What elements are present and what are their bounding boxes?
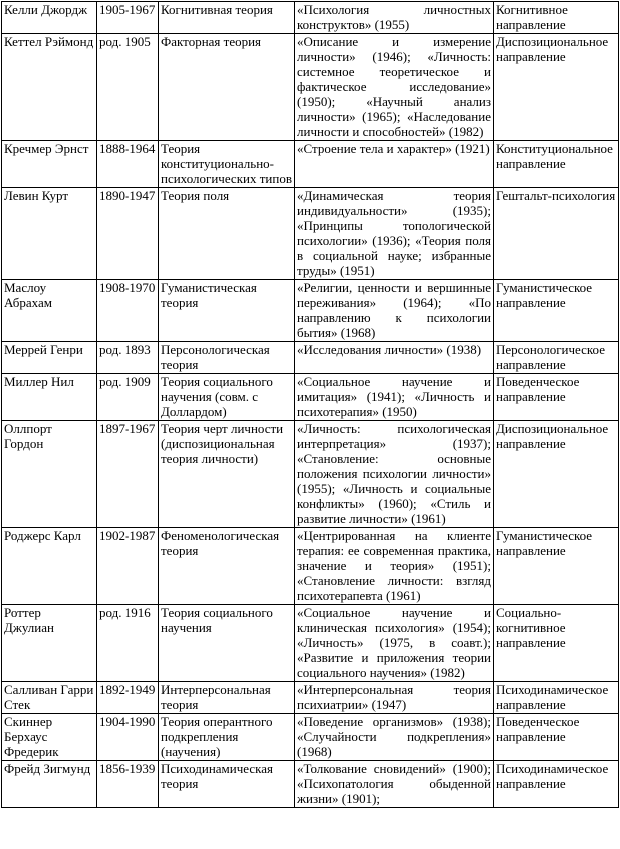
table-row	[2, 761, 619, 808]
cell-theory: Когнитивная теория	[159, 2, 295, 34]
cell-theory: Теория социального научения	[159, 605, 295, 682]
cell-theory: Теория социального научения (совм. с Доллардом)	[159, 374, 295, 421]
table-row	[2, 374, 619, 421]
cell-name: Левин Курт	[2, 188, 97, 280]
cell-name: Фрейд Зигмунд	[2, 761, 97, 808]
cell-theory: Теория конституционально-психологических типов	[159, 141, 295, 188]
cell-direction: Психодинамическое направление	[494, 761, 619, 808]
table-row	[2, 605, 619, 682]
cell-theory: Теория черт личности (диспозициональная теория личности)	[159, 421, 295, 528]
cell-direction: Диспозициональное направление	[494, 421, 619, 528]
cell-years: 1905-1967	[97, 2, 159, 34]
cell-works: «Строение тела и характер» (1921)	[295, 141, 494, 188]
table-row	[2, 141, 619, 188]
cell-theory: Теория оперантного подкрепления (научения)	[159, 714, 295, 761]
cell-direction: Конституциональное направление	[494, 141, 619, 188]
cell-works: «Психология личностных конструктов» (1955)	[295, 2, 494, 34]
cell-years: 1890-1947	[97, 188, 159, 280]
cell-name: Салливан Гарри Стек	[2, 682, 97, 714]
cell-theory: Феноменологическая теория	[159, 528, 295, 605]
cell-name: Келли Джордж	[2, 2, 97, 34]
table-row	[2, 421, 619, 528]
cell-works: «Социальное научение и имитация» (1941); «Личность и психотерапия» (1950)	[295, 374, 494, 421]
cell-direction: Гештальт-психология	[494, 188, 619, 280]
cell-years: 1856-1939	[97, 761, 159, 808]
cell-years: род. 1905	[97, 34, 159, 141]
table-row	[2, 714, 619, 761]
cell-works: «Толкование сновидений» (1900); «Психопатология обыденной жизни» (1901);	[295, 761, 494, 808]
cell-direction: Психодинамическое направление	[494, 682, 619, 714]
cell-direction: Социально-когнитивное направление	[494, 605, 619, 682]
cell-works: «Динамическая теория индивидуальности» (1935); «Принципы топологической психологии» (1936); «Теория поля в социальной науке; избранные труды» (1951)	[295, 188, 494, 280]
table-row	[2, 34, 619, 141]
cell-name: Оллпорт Гордон	[2, 421, 97, 528]
table-body	[2, 2, 619, 808]
cell-name: Меррей Генри	[2, 342, 97, 374]
cell-works: «Социальное научение и клиническая психология» (1954); «Личность» (1975, в соавт.); «Развитие и приложения теории социального научения» (1982)	[295, 605, 494, 682]
table-row	[2, 280, 619, 342]
table-row	[2, 682, 619, 714]
cell-name: Скиннер Берхаус Фредерик	[2, 714, 97, 761]
cell-years: род. 1893	[97, 342, 159, 374]
table-row	[2, 2, 619, 34]
cell-direction: Гуманистическое направление	[494, 528, 619, 605]
table-row	[2, 188, 619, 280]
cell-direction: Поведенческое направление	[494, 374, 619, 421]
cell-years: 1908-1970	[97, 280, 159, 342]
cell-years: 1892-1949	[97, 682, 159, 714]
cell-theory: Персонологическая теория	[159, 342, 295, 374]
cell-works: «Исследования личности» (1938)	[295, 342, 494, 374]
cell-direction: Поведенческое направление	[494, 714, 619, 761]
cell-name: Роттер Джулиан	[2, 605, 97, 682]
cell-years: 1902-1987	[97, 528, 159, 605]
cell-works: «Личность: психологическая интерпретация» (1937); «Становление: основные положения психологии личности» (1955); «Личность и социальные конфликты» (1960); «Стиль и развитие личности» (1961)	[295, 421, 494, 528]
cell-theory: Гуманистическая теория	[159, 280, 295, 342]
cell-name: Маслоу Абрахам	[2, 280, 97, 342]
cell-direction: Персонологическое направление	[494, 342, 619, 374]
cell-name: Кречмер Эрнст	[2, 141, 97, 188]
cell-works: «Центрированная на клиенте терапия: ее современная практика, значение и теория» (1951); «Становление личности: взгляд психотерапевта (1961)	[295, 528, 494, 605]
cell-works: «Поведение организмов» (1938); «Случайности подкрепления» (1968)	[295, 714, 494, 761]
cell-years: 1897-1967	[97, 421, 159, 528]
cell-direction: Когнитивное направление	[494, 2, 619, 34]
cell-direction: Гуманистическое направление	[494, 280, 619, 342]
psychologists-table	[1, 1, 619, 808]
cell-works: «Религии, ценности и вершинные переживания» (1964); «По направлению к психологии бытия» (1968)	[295, 280, 494, 342]
cell-name: Кеттел Рэймонд	[2, 34, 97, 141]
cell-years: род. 1909	[97, 374, 159, 421]
cell-theory: Факторная теория	[159, 34, 295, 141]
cell-theory: Интерперсональная теория	[159, 682, 295, 714]
cell-years: 1888-1964	[97, 141, 159, 188]
table-row	[2, 528, 619, 605]
table-row	[2, 342, 619, 374]
cell-direction: Диспозициональное направление	[494, 34, 619, 141]
cell-years: род. 1916	[97, 605, 159, 682]
cell-theory: Теория поля	[159, 188, 295, 280]
cell-name: Миллер Нил	[2, 374, 97, 421]
cell-name: Роджерс Карл	[2, 528, 97, 605]
cell-works: «Интерперсональная теория психиатрии» (1947)	[295, 682, 494, 714]
cell-years: 1904-1990	[97, 714, 159, 761]
cell-theory: Психодинамическая теория	[159, 761, 295, 808]
cell-works: «Описание и измерение личности» (1946); «Личность: системное теоретическое и фактическое исследование» (1950); «Научный анализ личности» (1965); «Наследование личности и способностей» (1982)	[295, 34, 494, 141]
